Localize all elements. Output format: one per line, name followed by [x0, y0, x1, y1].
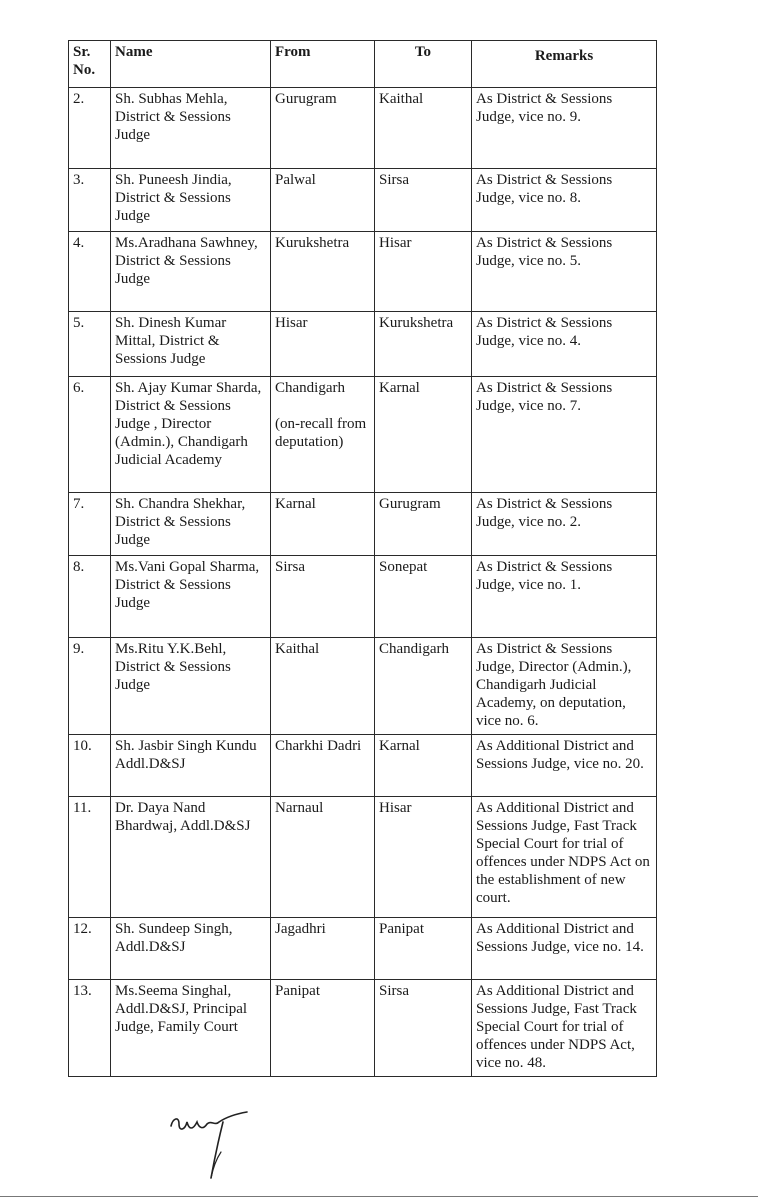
sr-no-cell-text: 7. [73, 496, 85, 512]
to-cell [375, 735, 472, 797]
remarks-cell [472, 797, 657, 918]
table-row [69, 88, 657, 169]
from-cell-text: Palwal [275, 172, 316, 188]
name-cell-text: Ms.Vani Gopal Sharma, District & Sessions Judge [115, 559, 260, 611]
remarks-cell [472, 980, 657, 1077]
remarks-cell [472, 556, 657, 638]
name-cell [111, 232, 271, 312]
from-cell-text: Chandigarh (on-recall from deputation) [275, 380, 367, 450]
table-row [69, 797, 657, 918]
to-cell [375, 312, 472, 377]
to-cell [375, 980, 472, 1077]
name-cell-text: Ms.Ritu Y.K.Behl, District & Sessions Judge [115, 641, 231, 693]
table-row [69, 312, 657, 377]
sr-no-cell-text: 12. [73, 921, 92, 937]
remarks-cell [472, 88, 657, 169]
sr-no-cell [69, 797, 111, 918]
remarks-cell-text: As District & Sessions Judge, vice no. 2. [476, 496, 613, 530]
to-cell-text: Sonepat [379, 559, 428, 575]
to-cell [375, 797, 472, 918]
from-cell-text: Charkhi Dadri [275, 738, 362, 754]
table-row [69, 980, 657, 1077]
header-name: Name [111, 41, 271, 88]
remarks-cell [472, 377, 657, 493]
name-cell-text: Sh. Sundeep Singh, Addl.D&SJ [115, 921, 233, 955]
remarks-cell-text: As District & Sessions Judge, Director (Admin.), Chandigarh Judicial Academy, on deputation, vice no. 6. [476, 641, 632, 729]
from-cell-text: Narnaul [275, 800, 324, 816]
footer-rule [0, 1196, 758, 1197]
to-cell-text: Chandigarh [379, 641, 449, 657]
name-cell [111, 312, 271, 377]
sr-no-cell [69, 556, 111, 638]
sr-no-cell-text: 3. [73, 172, 85, 188]
remarks-cell-text: As District & Sessions Judge, vice no. 1. [476, 559, 613, 593]
from-cell-text: Hisar [275, 315, 308, 331]
to-cell-text: Hisar [379, 235, 412, 251]
sr-no-cell-text: 11. [73, 800, 92, 816]
from-cell [271, 493, 375, 556]
from-cell [271, 735, 375, 797]
table-row [69, 556, 657, 638]
remarks-cell [472, 232, 657, 312]
sr-no-cell-text: 10. [73, 738, 92, 754]
sr-no-cell-text: 13. [73, 983, 92, 999]
to-cell [375, 493, 472, 556]
sr-no-cell-text: 5. [73, 315, 85, 331]
from-cell [271, 312, 375, 377]
from-cell-text: Kaithal [275, 641, 320, 657]
to-cell-text: Karnal [379, 380, 420, 396]
name-cell-text: Sh. Ajay Kumar Sharda, District & Sessions Judge , Director (Admin.), Chandigarh Judicial Academy [115, 380, 262, 468]
header-sr-no: Sr. No. [69, 41, 111, 88]
table-row [69, 232, 657, 312]
name-cell-text: Dr. Daya Nand Bhardwaj, Addl.D&SJ [115, 800, 251, 834]
table-body [69, 88, 657, 1077]
from-cell [271, 797, 375, 918]
to-cell-text: Panipat [379, 921, 424, 937]
name-cell-text: Sh. Chandra Shekhar, District & Sessions Judge [115, 496, 246, 548]
to-cell-text: Hisar [379, 800, 412, 816]
sr-no-cell [69, 312, 111, 377]
remarks-cell-text: As District & Sessions Judge, vice no. 4. [476, 315, 613, 349]
from-cell-text: Jagadhri [275, 921, 326, 937]
table-row [69, 169, 657, 232]
sr-no-cell-text: 6. [73, 380, 85, 396]
sr-no-cell [69, 169, 111, 232]
from-cell [271, 169, 375, 232]
to-cell [375, 918, 472, 980]
remarks-cell-text: As District & Sessions Judge, vice no. 5. [476, 235, 613, 269]
name-cell [111, 918, 271, 980]
remarks-cell [472, 918, 657, 980]
table-row [69, 735, 657, 797]
sr-no-cell [69, 377, 111, 493]
from-cell-text: Sirsa [275, 559, 305, 575]
sr-no-cell-text: 9. [73, 641, 85, 657]
name-cell [111, 493, 271, 556]
to-cell [375, 88, 472, 169]
table-row [69, 493, 657, 556]
table-row [69, 377, 657, 493]
from-cell [271, 232, 375, 312]
to-cell [375, 232, 472, 312]
name-cell [111, 980, 271, 1077]
from-cell [271, 88, 375, 169]
remarks-cell-text: As Additional District and Sessions Judge, Fast Track Special Court for trial of offences under NDPS Act, vice no. 48. [476, 983, 637, 1071]
to-cell-text: Gurugram [379, 496, 441, 512]
remarks-cell-text: As District & Sessions Judge, vice no. 7. [476, 380, 613, 414]
name-cell [111, 638, 271, 735]
table-row [69, 638, 657, 735]
to-cell-text: Kaithal [379, 91, 424, 107]
remarks-cell-text: As District & Sessions Judge, vice no. 8. [476, 172, 613, 206]
sr-no-cell-text: 2. [73, 91, 85, 107]
sr-no-cell-text: 8. [73, 559, 85, 575]
sr-no-cell [69, 735, 111, 797]
remarks-cell [472, 312, 657, 377]
to-cell-text: Kurukshetra [379, 315, 454, 331]
to-cell-text: Sirsa [379, 983, 409, 999]
from-cell-text: Panipat [275, 983, 320, 999]
remarks-cell [472, 638, 657, 735]
remarks-cell [472, 169, 657, 232]
remarks-cell [472, 493, 657, 556]
remarks-cell [472, 735, 657, 797]
name-cell-text: Sh. Puneesh Jindia, District & Sessions Judge [115, 172, 232, 224]
remarks-cell-text: As Additional District and Sessions Judge, Fast Track Special Court for trial of offences under NDPS Act on the establishment of new court. [476, 800, 650, 906]
to-cell [375, 556, 472, 638]
from-cell [271, 377, 375, 493]
name-cell [111, 735, 271, 797]
sr-no-cell [69, 88, 111, 169]
from-cell-text: Gurugram [275, 91, 337, 107]
header-from: From [271, 41, 375, 88]
from-cell-text: Karnal [275, 496, 316, 512]
table-row [69, 918, 657, 980]
to-cell [375, 638, 472, 735]
to-cell [375, 377, 472, 493]
sr-no-cell [69, 638, 111, 735]
from-cell-text: Kurukshetra [275, 235, 350, 251]
remarks-cell-text: As District & Sessions Judge, vice no. 9. [476, 91, 613, 125]
to-cell [375, 169, 472, 232]
to-cell-text: Karnal [379, 738, 420, 754]
header-remarks: Remarks [472, 41, 657, 88]
sr-no-cell-text: 4. [73, 235, 85, 251]
sr-no-cell [69, 232, 111, 312]
header-to: To [375, 41, 472, 88]
name-cell-text: Ms.Seema Singhal, Addl.D&SJ, Principal Judge, Family Court [115, 983, 248, 1035]
name-cell-text: Sh. Dinesh Kumar Mittal, District & Sessions Judge [115, 315, 227, 367]
name-cell-text: Sh. Subhas Mehla, District & Sessions Judge [115, 91, 231, 143]
from-cell [271, 918, 375, 980]
name-cell [111, 88, 271, 169]
to-cell-text: Sirsa [379, 172, 409, 188]
header-row [69, 41, 657, 88]
sr-no-cell [69, 918, 111, 980]
remarks-cell-text: As Additional District and Sessions Judge, vice no. 20. [476, 738, 644, 772]
name-cell [111, 556, 271, 638]
name-cell [111, 377, 271, 493]
name-cell-text: Sh. Jasbir Singh Kundu Addl.D&SJ [115, 738, 257, 772]
name-cell [111, 169, 271, 232]
name-cell-text: Ms.Aradhana Sawhney, District & Sessions Judge [115, 235, 258, 287]
from-cell [271, 980, 375, 1077]
handwritten-signature [165, 1108, 255, 1188]
from-cell [271, 638, 375, 735]
sr-no-cell [69, 980, 111, 1077]
sr-no-cell [69, 493, 111, 556]
name-cell [111, 797, 271, 918]
transfer-table [68, 40, 657, 1077]
remarks-cell-text: As Additional District and Sessions Judge, vice no. 14. [476, 921, 644, 955]
from-cell [271, 556, 375, 638]
